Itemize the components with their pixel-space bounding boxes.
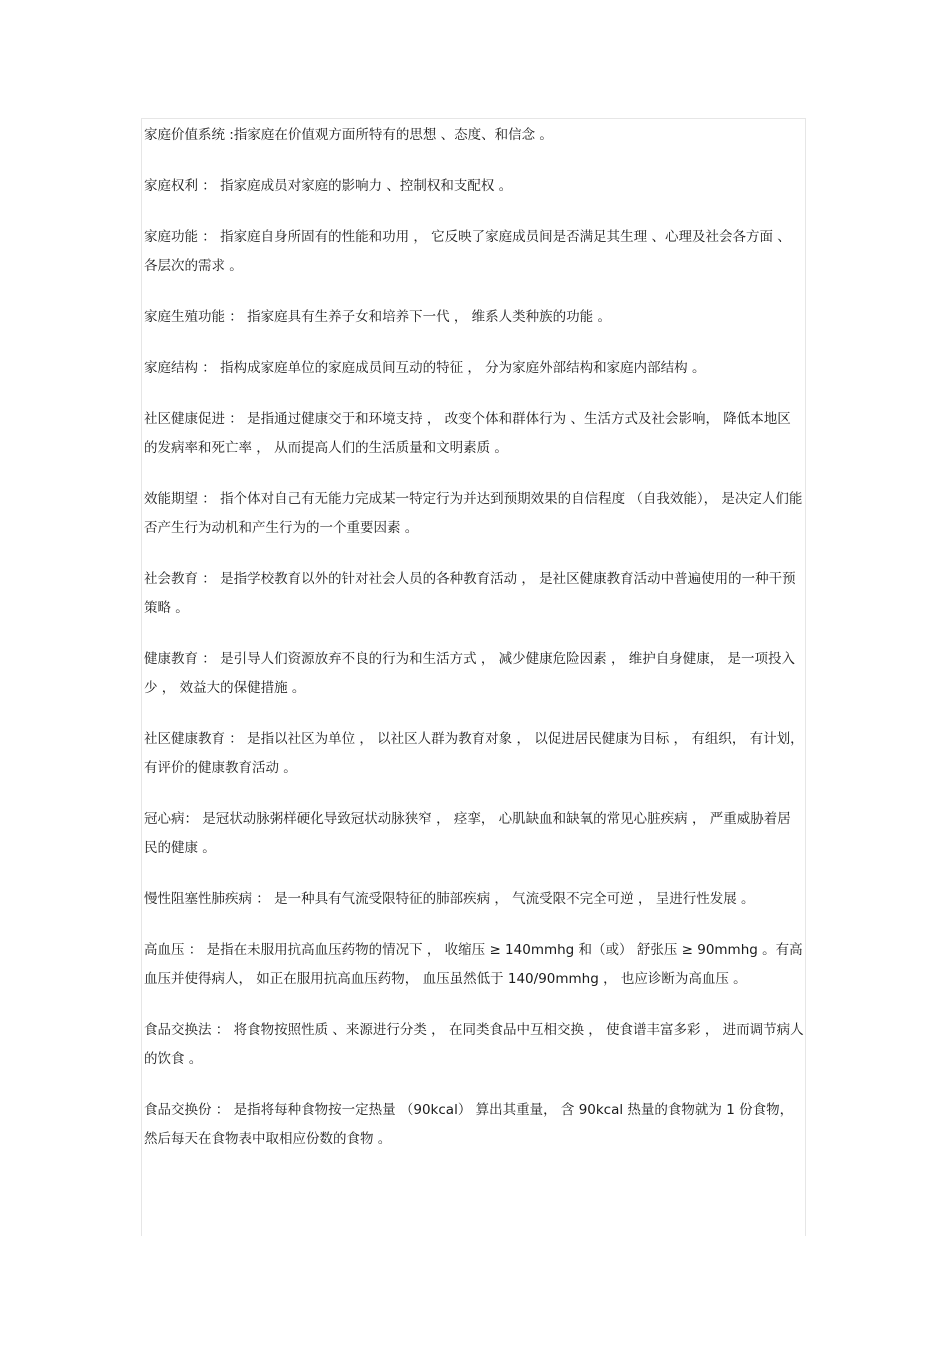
entry-definition: ： 是冠状动脉粥样硬化导致冠状动脉狭窄 ， 痉挛， 心肌缺血和缺氧的常见心脏疾病 ， 严重威胁着居民的健康 。 <box>144 811 791 856</box>
entry-definition: ： 指构成家庭单位的家庭成员间互动的特征 ， 分为家庭外部结构和家庭内部结构 。 <box>198 360 706 376</box>
entry-term: 高血压 <box>144 942 185 958</box>
entry-term: 冠心病 <box>144 811 185 827</box>
glossary-entry-community-health-promotion <box>144 405 804 463</box>
entry-term: 家庭价值系统 <box>144 127 225 143</box>
entry-definition: ： 指家庭具有生养子女和培养下一代 ， 维系人类种族的功能 。 <box>225 309 611 325</box>
entry-definition: ： 指家庭成员对家庭的影响力 、控制权和支配权 。 <box>198 178 513 194</box>
entry-term: 社区健康教育 <box>144 731 225 747</box>
entry-term: 效能期望 <box>144 491 198 507</box>
glossary-entry-family-structure <box>144 354 804 383</box>
glossary-entry-food-exchange-portion <box>144 1096 804 1154</box>
glossary-content <box>144 121 804 1176</box>
entry-definition: ： 是引导人们资源放弃不良的行为和生活方式 ， 减少健康危险因素 ， 维护自身健康， 是一项投入少 ， 效益大的保健措施 。 <box>144 651 796 696</box>
glossary-entry-copd <box>144 885 804 914</box>
glossary-entry-social-education <box>144 565 804 623</box>
entry-term: 社会教育 <box>144 571 198 587</box>
glossary-entry-family-value-system <box>144 121 804 150</box>
entry-term: 慢性阻塞性肺疾病 <box>144 891 252 907</box>
entry-definition: ： 是指以社区为单位 ， 以社区人群为教育对象 ， 以促进居民健康为目标 ， 有组织， 有计划， 有评价的健康教育活动 。 <box>144 731 804 776</box>
entry-term: 社区健康促进 <box>144 411 225 427</box>
entry-term: 食品交换份 <box>144 1102 212 1118</box>
glossary-entry-health-education <box>144 645 804 703</box>
entry-definition: ： 将食物按照性质 、来源进行分类 ， 在同类食品中互相交换 ， 使食谱丰富多彩 ， 进而调节病人的饮食 。 <box>144 1022 804 1067</box>
glossary-entry-food-exchange-method <box>144 1016 804 1074</box>
entry-term: 家庭功能 <box>144 229 198 245</box>
entry-definition: ： 指个体对自己有无能力完成某一特定行为并达到预期效果的自信程度 （自我效能）， 是决定人们能否产生行为动机和产生行为的一个重要因素 。 <box>144 491 803 536</box>
entry-term: 家庭权利 <box>144 178 198 194</box>
glossary-entry-family-power <box>144 172 804 201</box>
entry-definition: :指家庭在价值观方面所特有的思想 、态度、和信念 。 <box>225 127 553 143</box>
entry-definition: ： 是指通过健康交于和环境支持 ， 改变个体和群体行为 、生活方式及社会影响， 降低本地区的发病率和死亡率 ， 从而提高人们的生活质量和文明素质 。 <box>144 411 791 456</box>
entry-definition: ： 是指将每种食物按一定热量 （90kcal） 算出其重量， 含 90kcal 热量的食物就为 1 份食物， 然后每天在食物表中取相应份数的食物 。 <box>144 1102 794 1147</box>
entry-definition: ： 是一种具有气流受限特征的肺部疾病 ， 气流受限不完全可逆 ， 呈进行性发展 。 <box>252 891 755 907</box>
entry-term: 食品交换法 <box>144 1022 212 1038</box>
entry-definition: ： 指家庭自身所固有的性能和功用 ， 它反映了家庭成员间是否满足其生理 、心理及社会各方面 、各层次的需求 。 <box>144 229 791 274</box>
glossary-entry-community-health-education <box>144 725 804 783</box>
entry-term: 健康教育 <box>144 651 198 667</box>
glossary-entry-efficacy-expectation <box>144 485 804 543</box>
glossary-entry-family-function <box>144 223 804 281</box>
entry-definition: ： 是指在未服用抗高血压药物的情况下 ， 收缩压 ≥ 140mmhg 和（或） 舒张压 ≥ 90mmhg 。有高血压并使得病人， 如正在服用抗高血压药物， 血压虽然低于 140/90mmhg ， 也应诊断为高血压 。 <box>144 942 803 987</box>
glossary-entry-hypertension <box>144 936 804 994</box>
entry-definition: ： 是指学校教育以外的针对社会人员的各种教育活动 ， 是社区健康教育活动中普遍使用的一种干预策略 。 <box>144 571 796 616</box>
glossary-entry-family-reproduction <box>144 303 804 332</box>
glossary-entry-coronary-heart-disease <box>144 805 804 863</box>
entry-term: 家庭生殖功能 <box>144 309 225 325</box>
entry-term: 家庭结构 <box>144 360 198 376</box>
